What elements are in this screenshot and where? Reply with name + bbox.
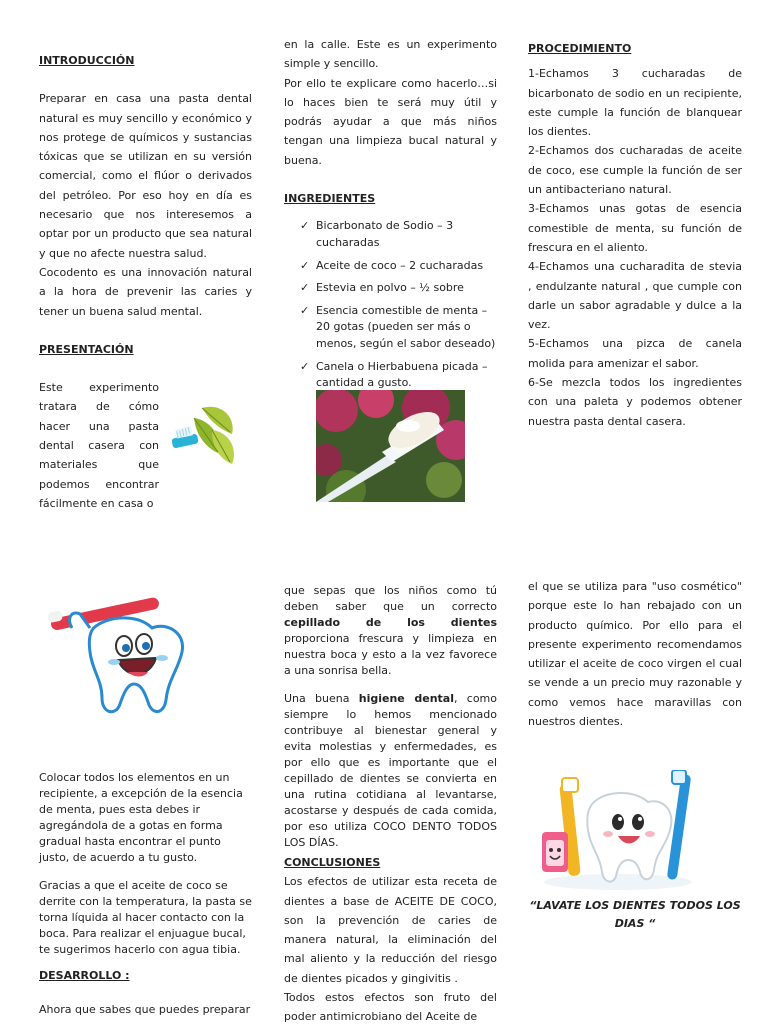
conclusiones-heading: CONCLUSIONES [284, 856, 381, 869]
col3-bottom-paragraph: el que se utiliza para "uso cosmético" porque este lo han rebajado con un producto químico. Por ello para el presente experimento recomendamos utilizar el aceite de coco virgen el cual se vende a un precio muy razonable y como vemos hace maravillas con nuestros dientes. [528, 580, 742, 729]
happy-teeth-image [538, 770, 698, 892]
tooth-mascot-image [44, 588, 194, 720]
ingredient-item: ✓ Canela o Hierbabuena picada – cantidad a gusto. [300, 359, 488, 390]
checkmark-icon: ✓ [300, 258, 310, 272]
col2-bottom-paragraph-3: Los efectos de utilizar esta receta de dientes a base de ACEITE DE COCO, son la prevención de caries de manera natural, la eliminación del mal aliento y la reducción del riesgo de dientes picados y gingivitis . [284, 875, 497, 985]
introduccion-heading: INTRODUCCIÓN [39, 54, 135, 67]
procedimiento-heading: PROCEDIMIENTO [528, 42, 632, 55]
toothbrush-paste-photo [316, 390, 465, 502]
procedure-step: 5-Echamos una pizca de canela molida para amenizar el sabor. [528, 337, 742, 370]
column-3-bottom [528, 577, 742, 731]
procedure-step: 4-Echamos una cucharadita de stevia , endulzante natural , que cumple con darle un sabor agradable y dulce a la vez. [528, 260, 742, 332]
desarrollo-heading: DESARROLLO : [39, 969, 130, 982]
column-2-bottom-conclusions [284, 853, 497, 1027]
checkmark-icon: ✓ [300, 359, 310, 373]
column-2-top [284, 35, 497, 398]
mint-toothbrush-image [172, 400, 240, 470]
checkmark-icon: ✓ [300, 303, 310, 317]
ingredient-item: ✓ Esencia comestible de menta – 20 gotas (pueden ser más o menos, según el sabor deseado) [300, 303, 496, 350]
col2-paragraph-1: en la calle. Este es un experimento simple y sencillo. [284, 38, 497, 71]
procedure-step: 2-Echamos dos cucharadas de aceite de coco, ese cumple la función de ser un antibacteriano natural. [528, 144, 742, 197]
intro-paragraph: Preparar en casa una pasta dental natural es muy sencillo y económico y nos protege de químicos y sustancias tóxicas que se utilizan en su versión comercial, como el flúor o derivados del petróleo. Por eso hoy en día es necesario que nos interesemos a optar por un producto que sea natural y que no afecte nuestra salud. [39, 92, 252, 260]
col1-bottom-paragraph-1: Colocar todos los elementos en un recipiente, a excepción de la esencia de menta, pues esta debes ir agregándola de a gotas en forma gradual hasta encontrar el punto justo, de acuerdo a tu gusto. [39, 771, 243, 864]
procedure-step: 3-Echamos unas gotas de esencia comestible de menta, su función de frescura en el aliento. [528, 202, 742, 254]
column-1-bottom [39, 770, 252, 1018]
slogan: “LAVATE LOS DIENTES TODOS LOS DIAS “ [529, 899, 741, 930]
col1-bottom-paragraph-3: Ahora que sabes que puedes preparar [39, 1003, 251, 1016]
checkmark-icon: ✓ [300, 281, 310, 295]
column-3-top [528, 39, 742, 431]
col2-paragraph-2: Por ello te explicare como hacerlo…si lo haces bien te será muy útil y podrás ayudar a que más niños tengan una limpieza bucal natural y buena. [284, 76, 497, 167]
col1-bottom-paragraph-2: Gracias a que el aceite de coco se derrite con la temperatura, la pasta se torna líquida al hacer contacto con la boca. Para realizar el enjuague bucal, te sugerimos hacerlo con agua tibia. [39, 879, 252, 956]
col2-bottom-paragraph-2: Una buena higiene dental, como siempre lo hemos mencionado contribuye al bienestar general y evita molestias y enfermedades, es por ello que es importante que el cepillado de dientes se convierta en una rutina cotidiana al levantarse, acostarse y después de cada comida, por eso utiliza COCO DENTO TODOS LOS DÍAS. [284, 692, 497, 849]
ingredient-item: ✓ Bicarbonato de Sodio – 3 cucharadas [300, 219, 454, 249]
ingredient-item: ✓ Estevia en polvo – ½ sobre [284, 280, 497, 297]
procedure-step: 6-Se mezcla todos los ingredientes con una paleta y podemos obtener nuestra pasta dental casera. [528, 376, 742, 428]
ingredient-item: ✓ Aceite de coco – 2 cucharadas [284, 258, 497, 275]
procedure-step: 1-Echamos 3 cucharadas de bicarbonato de sodio en un recipiente, este cumple la función de blanquear los dientes. [528, 67, 742, 139]
col2-bottom-paragraph-4: Todos estos efectos son fruto del poder antimicrobiano del Aceite de [284, 991, 497, 1024]
presentacion-heading: PRESENTACIÓN [39, 342, 134, 356]
intro-paragraph-2: Cocodento es una innovación natural a la hora de prevenir las caries y tener un buena salud mental. [39, 265, 252, 318]
ingredientes-heading: INGREDIENTES [284, 192, 376, 206]
presentation-paragraph: Este experimento tratara de cómo hacer una pasta dental casera con materiales que podemos encontrar fácilmente en casa o [39, 381, 159, 510]
column-2-bottom [284, 583, 497, 879]
checkmark-icon: ✓ [300, 219, 310, 233]
col2-bottom-paragraph-1: que sepas que los niños como tú deben saber que un correcto cepillado de los dientes proporciona frescura y limpieza en nuestra boca y esto a la vez favorece a una sonrisa bella. [284, 584, 497, 677]
ingredients-list [284, 218, 497, 391]
